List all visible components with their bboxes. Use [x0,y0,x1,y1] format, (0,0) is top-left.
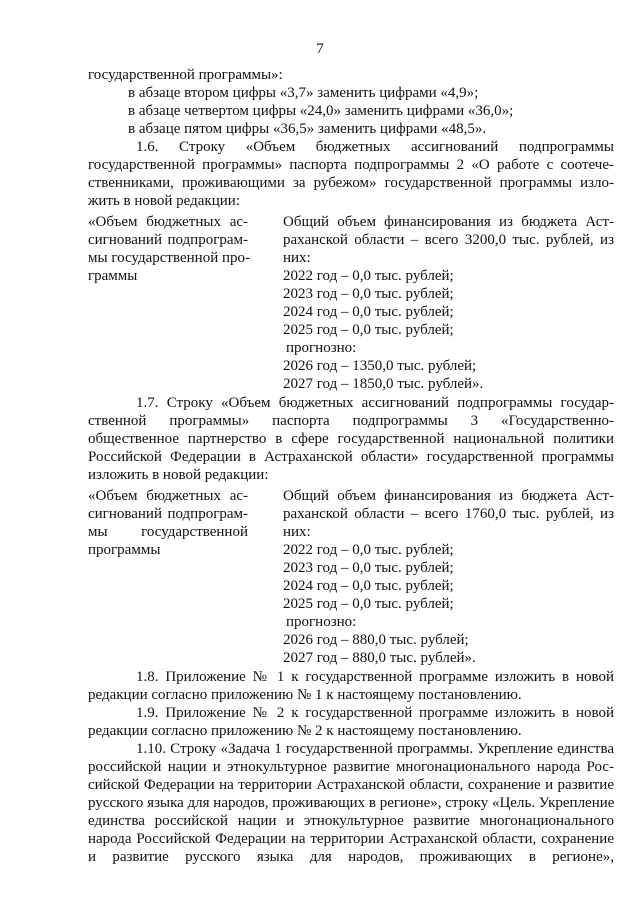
paragraph-1-9 [88,704,614,740]
text-line: граммы [88,268,138,284]
text-line: прогнозно: [286,614,357,630]
text-line: 2025 год – 0,0 тыс. рублей; [283,322,454,338]
text-line: единства российской нации и этнокультурное развитие многонационального [88,813,614,829]
text-line: в абзаце четвертом цифры «24,0» заменить цифрами «36,0»; [128,103,514,119]
table1-value [283,213,614,393]
text-line: 1.7. Строку «Объем бюджетных ассигнований подпрограммы государ- [136,395,614,411]
text-line: сийской Федерации на территории Астраханской области, сохранение и развитие [88,777,614,793]
text-line: 2023 год – 0,0 тыс. рублей; [283,286,454,302]
text-line: мы государственной про- [88,250,250,266]
table1-label [88,213,248,285]
text-line: 1.9. Приложение № 2 к государственной программе изложить в новой [136,705,614,721]
text-line: раханской области – всего 1760,0 тыс. рублей, из [283,506,614,522]
text-line: 2022 год – 0,0 тыс. рублей; [283,268,454,284]
table2-label [88,487,248,559]
text-line: русского языка для народов, проживающих в регионе», строку «Цель. Укрепление [88,795,615,811]
text-line: 2024 год – 0,0 тыс. рублей; [283,304,454,320]
text-line: жить в новой редакции: [88,193,240,209]
text-line: в абзаце пятом цифры «36,5» заменить цифрами «48,5». [128,121,487,137]
text-line: редакции согласно приложению № 2 к настоящему постановлению. [88,723,522,739]
table2-value [283,487,614,667]
text-line: сигнований подпрограм- [88,506,248,522]
text-line: раханской области – всего 3200,0 тыс. рублей, из [283,232,614,248]
text-line: 1.10. Строку «Задача 1 государственной программы. Укрепление единства [136,741,614,757]
text-line: мы государственной [88,524,248,540]
text-line: 2023 год – 0,0 тыс. рублей; [283,560,454,576]
text-line: программы [88,542,161,558]
text-line: 2024 год – 0,0 тыс. рублей; [283,578,454,594]
text-line: них: [283,250,311,266]
text-line: изложить в новой редакции: [88,467,269,483]
text-line: 2027 год – 1850,0 тыс. рублей». [283,376,484,392]
text-line: прогнозно: [286,340,357,356]
text-line: 2027 год – 880,0 тыс. рублей». [283,650,476,666]
text-line: «Объем бюджетных ас- [88,488,248,504]
text-line: государственной программы»: [88,67,283,83]
text-line: российской нации и этнокультурное развитие многонационального народа Рос- [88,759,614,775]
text-line: «Объем бюджетных ас- [88,214,248,230]
text-line: 1.6. Строку «Объем бюджетных ассигнований подпрограммы [136,139,614,155]
text-line: ственной программы» паспорта подпрограммы 3 «Государственно- [88,413,614,429]
text-line: них: [283,524,311,540]
text-line: ственниками, проживающими за рубежом» государственной программы изло- [88,175,614,191]
text-line: Российской Федерации в Астраханской области» государственной программы [88,449,614,465]
text-line: народа Российской Федерации на территории Астраханской области, сохранение [88,831,614,847]
text-line: государственной программы» паспорта подпрограммы 2 «О работе с соотече- [88,157,614,173]
page-number: 7 [316,41,324,57]
text-line: 1.8. Приложение № 1 к государственной программе изложить в новой [136,669,614,685]
text-line: 2026 год – 880,0 тыс. рублей; [283,632,469,648]
text-line: 2026 год – 1350,0 тыс. рублей; [283,358,477,374]
text-line: общественное партнерство в сфере государственной национальной политики [88,431,614,447]
text-line: редакции согласно приложению № 1 к настоящему постановлению. [88,687,522,703]
paragraph-1-8 [88,668,614,704]
intro-block [88,66,614,138]
paragraph-1-6 [88,138,614,210]
text-line: сигнований подпрограм- [88,232,248,248]
paragraph-1-7 [88,394,614,484]
text-line: 2022 год – 0,0 тыс. рублей; [283,542,454,558]
text-line: Общий объем финансирования из бюджета Аст- [283,214,614,230]
text-line: 2025 год – 0,0 тыс. рублей; [283,596,454,612]
text-line: в абзаце втором цифры «3,7» заменить цифрами «4,9»; [128,85,479,101]
text-line: и развитие русского языка для народов, проживающих в регионе», [88,849,614,865]
paragraph-1-10 [88,740,614,866]
text-line: Общий объем финансирования из бюджета Аст- [283,488,614,504]
